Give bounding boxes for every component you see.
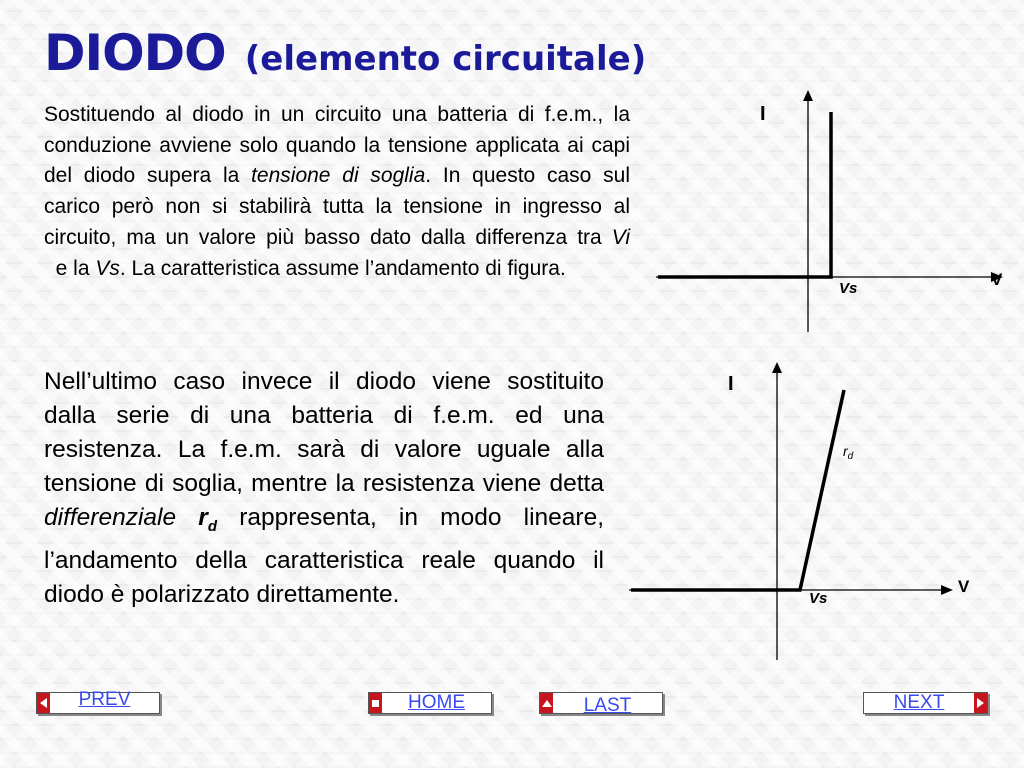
paragraph-threshold: [44, 100, 630, 284]
graph1-x-label: V: [991, 270, 1003, 289]
graph2-slope-label: [843, 443, 854, 462]
p2-symbol-r: r: [198, 504, 208, 531]
home-button[interactable]: [368, 692, 492, 714]
last-up-arrow-icon: [540, 693, 553, 713]
graph2-y-arrow: [772, 362, 782, 373]
p2-symbol-rd: [198, 504, 218, 535]
graph2-x-arrow: [941, 585, 953, 595]
graph1-y-arrow: [803, 90, 813, 101]
p1-text-2: . In questo caso sul carico però non si stabilirà tutta la tensione in ingresso al circuito, ma un valore più basso dato dalla differenza tra: [44, 164, 630, 249]
next-label: NEXT: [893, 692, 945, 713]
home-label: HOME: [408, 692, 465, 713]
p2-text-2: rappresenta, in modo lineare, l’andamento della caratteristica reale quando il diodo è polarizzato direttamente.: [44, 504, 605, 608]
next-button[interactable]: [863, 692, 988, 714]
last-button[interactable]: [539, 692, 663, 714]
graph2-characteristic-curve: [631, 390, 844, 590]
prev-arrow-icon: [37, 693, 50, 713]
p2-text-1: Nell’ultimo caso invece il diodo viene sostituito dalla serie di una batteria di f.e.m. ed una resistenza. La f.e.m. sarà di valore uguale alla tensione di soglia, mentre la resistenza viene detta: [44, 368, 604, 497]
characteristic-graph-ideal: [650, 90, 1020, 340]
p1-italic-vs: Vs: [95, 256, 120, 280]
p1-italic-vi: Vi: [611, 225, 630, 249]
p2-italic-differential: differenziale: [44, 504, 177, 531]
prev-label: PREV: [78, 689, 131, 710]
graph2-y-label: I: [728, 373, 734, 395]
graph2-x-label: V: [958, 577, 970, 596]
graph1-threshold-label: Vs: [839, 280, 858, 297]
p1-italic-threshold: tensione di soglia: [251, 164, 426, 188]
next-arrow-icon: [974, 693, 987, 713]
title-subtitle: (elemento circuitale): [244, 39, 647, 79]
paragraph-resistance: [44, 365, 604, 612]
last-label: LAST: [583, 695, 632, 716]
p1-text-1: Sostituendo al diodo in un circuito una batteria di f.e.m., la conduzione avviene solo quando la tensione applicata ai capi del diodo supera la: [44, 103, 630, 188]
page-title: [44, 24, 646, 82]
prev-button[interactable]: [36, 689, 160, 714]
p1-text-3: e la: [44, 256, 96, 280]
p1-text-4: . La caratteristica assume l’andamento di figura.: [119, 256, 566, 280]
graph1-characteristic-curve: [658, 112, 831, 277]
graph2-slope-r: r: [843, 443, 848, 459]
characteristic-graph-real: [625, 360, 1015, 665]
graph2-threshold-label: Vs: [809, 590, 828, 607]
title-main: DIODO: [44, 24, 226, 82]
graph1-y-label: I: [760, 103, 766, 125]
home-square-icon: [369, 693, 382, 713]
graph2-slope-d: d: [847, 451, 854, 462]
p2-symbol-d: d: [207, 517, 218, 535]
